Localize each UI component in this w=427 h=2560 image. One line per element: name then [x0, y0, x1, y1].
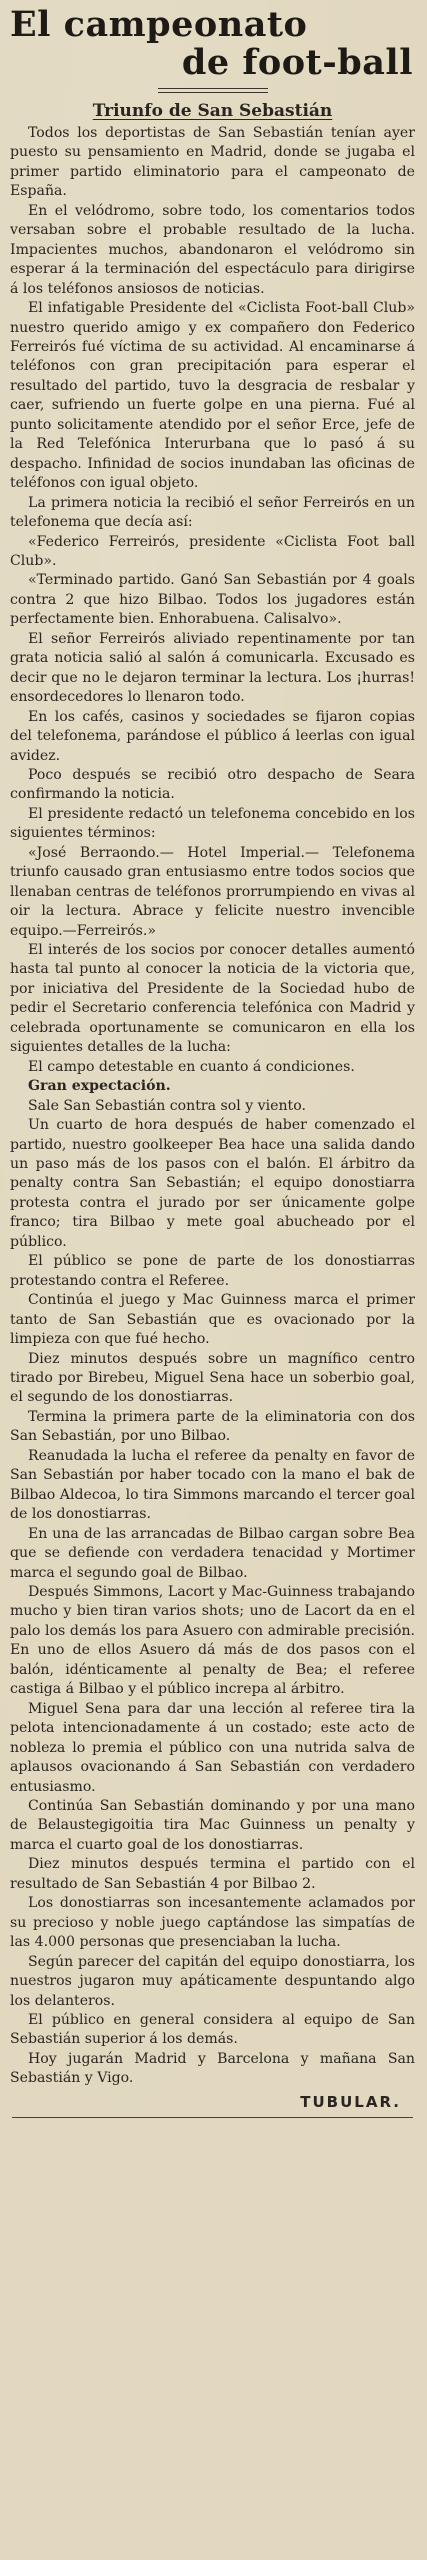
article-paragraph: Todos los deportistas de San Sebastián tenían ayer puesto su pensamiento en Madrid, donde se jugaba el primer partido eliminatorio para el campeonato de España. — [10, 125, 415, 200]
article-paragraph: «Terminado partido. Ganó San Sebastián por 4 goals contra 2 que hizo Bilbao. Todos los jugadores están perfectamente bien. Enhorabuena. Calisalvo». — [10, 572, 415, 628]
headline-rule — [158, 88, 268, 93]
article-paragraph: Reanudada la lucha el referee da penalty en favor de San Sebastián por haber tocado con la mano el bak de Bilbao Aldecoa, lo tira Simmons marcando el tercer goal de los donostiarras. — [10, 1447, 415, 1523]
article-paragraph: Después Simmons, Lacort y Mac-Guinness trabajando mucho y bien tiran varios shots; uno de Lacort da en el palo los demás los para Asuero con admirable precisión. En uno de ellos Asuero dá más de dos pasos con el balón, idénticamente al penalty de Bea; el referee castiga á Bilbao y el público increpa al árbitro. — [10, 1583, 415, 1698]
article-paragraph: Hoy jugarán Madrid y Barcelona y mañana San Sebastián y Vigo. — [10, 2050, 415, 2087]
article-paragraph: «José Berraondo.— Hotel Imperial.— Telefonema triunfo causado gran entusiasmo entre todos socios que llenaban centras de teléfonos prorrumpiendo en vivas al oir la lectura. Abrace y felicite nuestro invencible equipo.—Ferreirós.» — [10, 844, 415, 939]
article-paragraph: El público en general considera al equipo de San Sebastián superior á los demás. — [10, 2011, 415, 2048]
article-paragraph: En los cafés, casinos y sociedades se fijaron copias del telefonema, parándose el público á leerlas con igual avidez. — [10, 708, 415, 764]
article-paragraph: La primera noticia la recibió el señor Ferreirós en un telefonema que decía así: — [10, 494, 415, 531]
article-paragraph: Según parecer del capitán del equipo donostiarra, los nuestros jugaron muy apáticamente despuntando algo los delanteros. — [10, 1953, 415, 2009]
article-paragraph: El campo detestable en cuanto á condiciones. — [28, 1058, 355, 1075]
article-paragraph: «Federico Ferreirós, presidente «Ciclista Foot ball Club». — [10, 533, 415, 569]
article-paragraph: En el velódromo, sobre todo, los comentarios todos versaban sobre el probable resultado de la lucha. Impacientes muchos, abandonaron el velódromo sin esperar á la terminación del espectáculo para dirigirse á los teléfonos ansiosos de noticias. — [10, 202, 415, 297]
article-paragraph: El señor Ferreirós aliviado repentinamente por tan grata noticia salió al salón á comunicarla. Excusado es decir que no le dejaron terminar la lectura. Los ¡hurras! ensordecedores lo llenaron todo. — [10, 630, 415, 706]
article-paragraph: El infatigable Presidente del «Ciclista Foot-ball Club» nuestro querido amigo y ex compañero don Federico Ferreirós fué víctima de su actividad. Al encaminarse á teléfonos con gran precipitación para esperar el resultado del partido, tuvo la desgracia de resbalar y caer, sufriendo un fuerte golpe en una pierna. Fué al punto solicitamente atendido por el señor Erce, jefe de la Red Telefónica Interurbana que lo pasó á su despacho. Infinidad de socios inundaban las oficinas de teléfonos con igual objeto. — [10, 300, 415, 492]
article-paragraph: Diez minutos después sobre un magnífico centro tirado por Birebeu, Miguel Sena hace un soberbio goal, el segundo de los donostiarras. — [10, 1350, 415, 1406]
article-paragraph: Poco después se recibió otro despacho de Seara confirmando la noticia. — [10, 766, 415, 803]
article-paragraph: El presidente redactó un telefonema concebido en los siguientes términos: — [10, 805, 415, 842]
article-paragraph: El público se pone de parte de los donostiarras protestando contra el Referee. — [10, 1253, 415, 1289]
article-paragraph: En una de las arrancadas de Bilbao cargan sobre Bea que se defiende con verdadera tenacidad y Mortimer marca el segundo goal de Bilbao. — [10, 1525, 415, 1581]
article-paragraph: Sale San Sebastián contra sol y viento. — [28, 1097, 306, 1114]
bottom-rule — [12, 2117, 413, 2118]
headline-line-1: El campeonato — [10, 4, 308, 45]
article-paragraph: Continúa San Sebastián dominando y por una mano de Belaustegigoitia tira Mac Guinness un penalty y marca el cuarto goal de los donostiarras. — [10, 1797, 415, 1853]
article-paragraph: Un cuarto de hora después de haber comenzado el partido, nuestro goolkeeper Bea hace una salida dando un paso más de los pasos con el balón. El árbitro da penalty contra San Sebastián; el equipo donostiarra protesta contra el jurado por ser únicamente golpe franco; tira Bilbao y mete goal abucheado por el público. — [10, 1117, 415, 1250]
article-paragraph: Diez minutos después termina el partido con el resultado de San Sebastián 4 por Bilbao 2. — [10, 1856, 415, 1892]
article-paragraph: Miguel Sena para dar una lección al referee tira la pelota intencionadamente á un costado; este acto de nobleza lo premia el público con una nutrida salva de aplausos ovacionando á San Sebastián con verdadero entusiasmo. — [10, 1700, 415, 1795]
article-paragraph: Termina la primera parte de la eliminatoria con dos San Sebastián, por uno Bilbao. — [10, 1408, 415, 1445]
headline-divider — [10, 88, 415, 93]
article-paragraph: Continúa el juego y Mac Guinness marca el primer tanto de San Sebastián que es ovacionado por la limpieza con que fué hecho. — [10, 1292, 415, 1348]
author-signature: TUBULAR. — [300, 2092, 401, 2111]
article-subtitle: Triunfo de San Sebastián — [92, 101, 333, 121]
headline-line-2: de foot-ball — [181, 42, 413, 83]
article-paragraph: El interés de los socios por conocer detalles aumentó hasta tal punto al conocer la noticia de la victoria que, por iniciativa del Presidente de la Sociedad hubo de pedir el Secretario conferencia telefónica con Madrid y celebrada oportunamente se comunicaron en ella los siguientes detalles de la lucha: — [10, 942, 415, 1056]
article-body — [10, 124, 415, 2089]
article-paragraph: Gran expectación. — [28, 1078, 171, 1095]
article-paragraph: Los donostiarras son incesantemente aclamados por su precioso y noble juego captándose las simpatías de las 4.000 personas que presenciaban la lucha. — [10, 1895, 415, 1951]
